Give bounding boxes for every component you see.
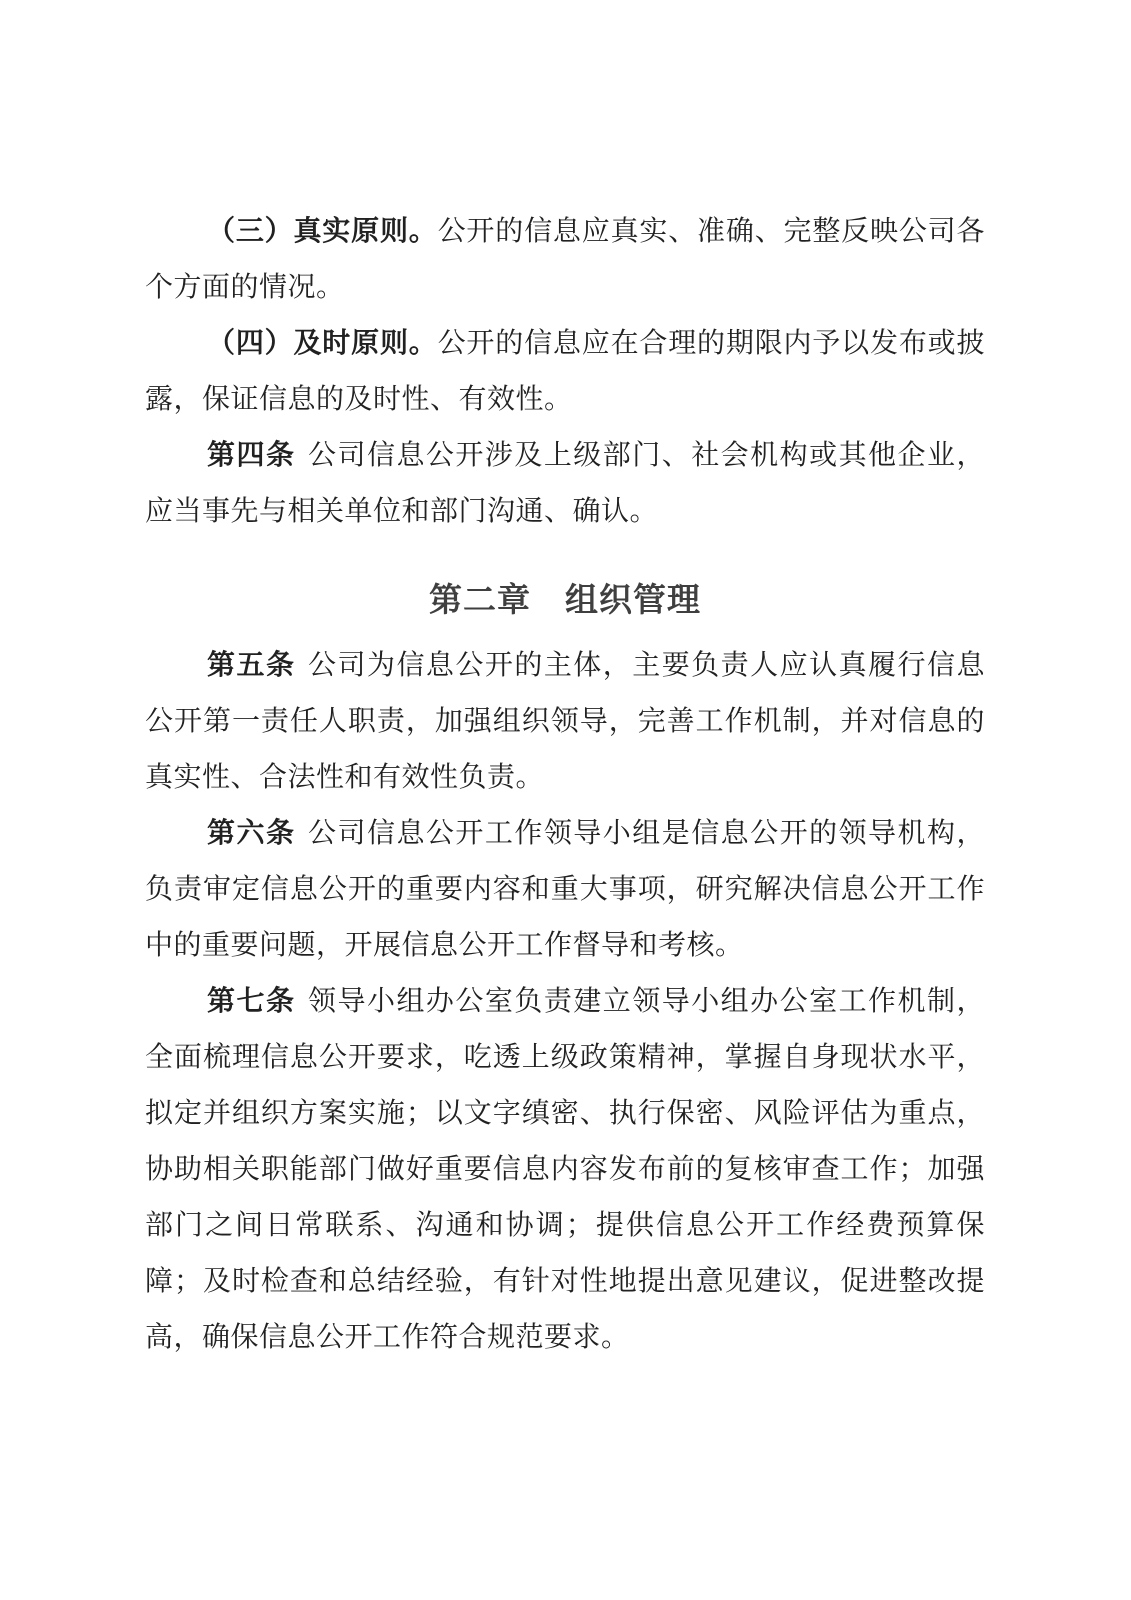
paragraph-lead-principle-truthfulness: （三）真实原则。	[207, 216, 438, 247]
paragraph-principle-timeliness	[145, 316, 985, 428]
paragraph-article-6	[145, 806, 985, 974]
paragraph-text-article-6: 公司信息公开工作领导小组是信息公开的领导机构，负责审定信息公开的重要内容和重大事项，研究解决信息公开工作中的重要问题，开展信息公开工作督导和考核。	[145, 818, 985, 961]
paragraph-article-7	[145, 974, 985, 1366]
paragraph-text-principle-truthfulness: 公开的信息应真实、准确、完整反映公司各个方面的情况。	[145, 216, 985, 303]
paragraph-lead-article-6: 第六条	[207, 818, 296, 849]
paragraph-lead-article-4: 第四条	[207, 440, 296, 471]
paragraph-text-article-4: 公司信息公开涉及上级部门、社会机构或其他企业，应当事先与相关单位和部门沟通、确认。	[145, 440, 985, 527]
chapter-heading: 第二章 组织管理	[429, 581, 701, 618]
paragraph-article-4	[145, 428, 985, 540]
paragraph-text-article-5: 公司为信息公开的主体，主要负责人应认真履行信息公开第一责任人职责，加强组织领导，完善工作机制，并对信息的真实性、合法性和有效性负责。	[145, 650, 985, 793]
paragraph-text-principle-timeliness: 公开的信息应在合理的期限内予以发布或披露，保证信息的及时性、有效性。	[145, 328, 985, 415]
paragraph-lead-article-7: 第七条	[207, 986, 296, 1017]
paragraph-principle-truthfulness	[145, 204, 985, 316]
paragraph-text-article-7: 领导小组办公室负责建立领导小组办公室工作机制，全面梳理信息公开要求，吃透上级政策精神，掌握自身现状水平，拟定并组织方案实施；以文字缜密、执行保密、风险评估为重点，协助相关职能部门做好重要信息内容发布前的复核审查工作；加强部门之间日常联系、沟通和协调；提供信息公开工作经费预算保障；及时检查和总结经验，有针对性地提出意见建议，促进整改提高，确保信息公开工作符合规范要求。	[145, 986, 985, 1353]
paragraph-lead-article-5: 第五条	[207, 650, 296, 681]
paragraph-article-5	[145, 638, 985, 806]
paragraph-lead-principle-timeliness: （四）及时原则。	[207, 328, 438, 359]
